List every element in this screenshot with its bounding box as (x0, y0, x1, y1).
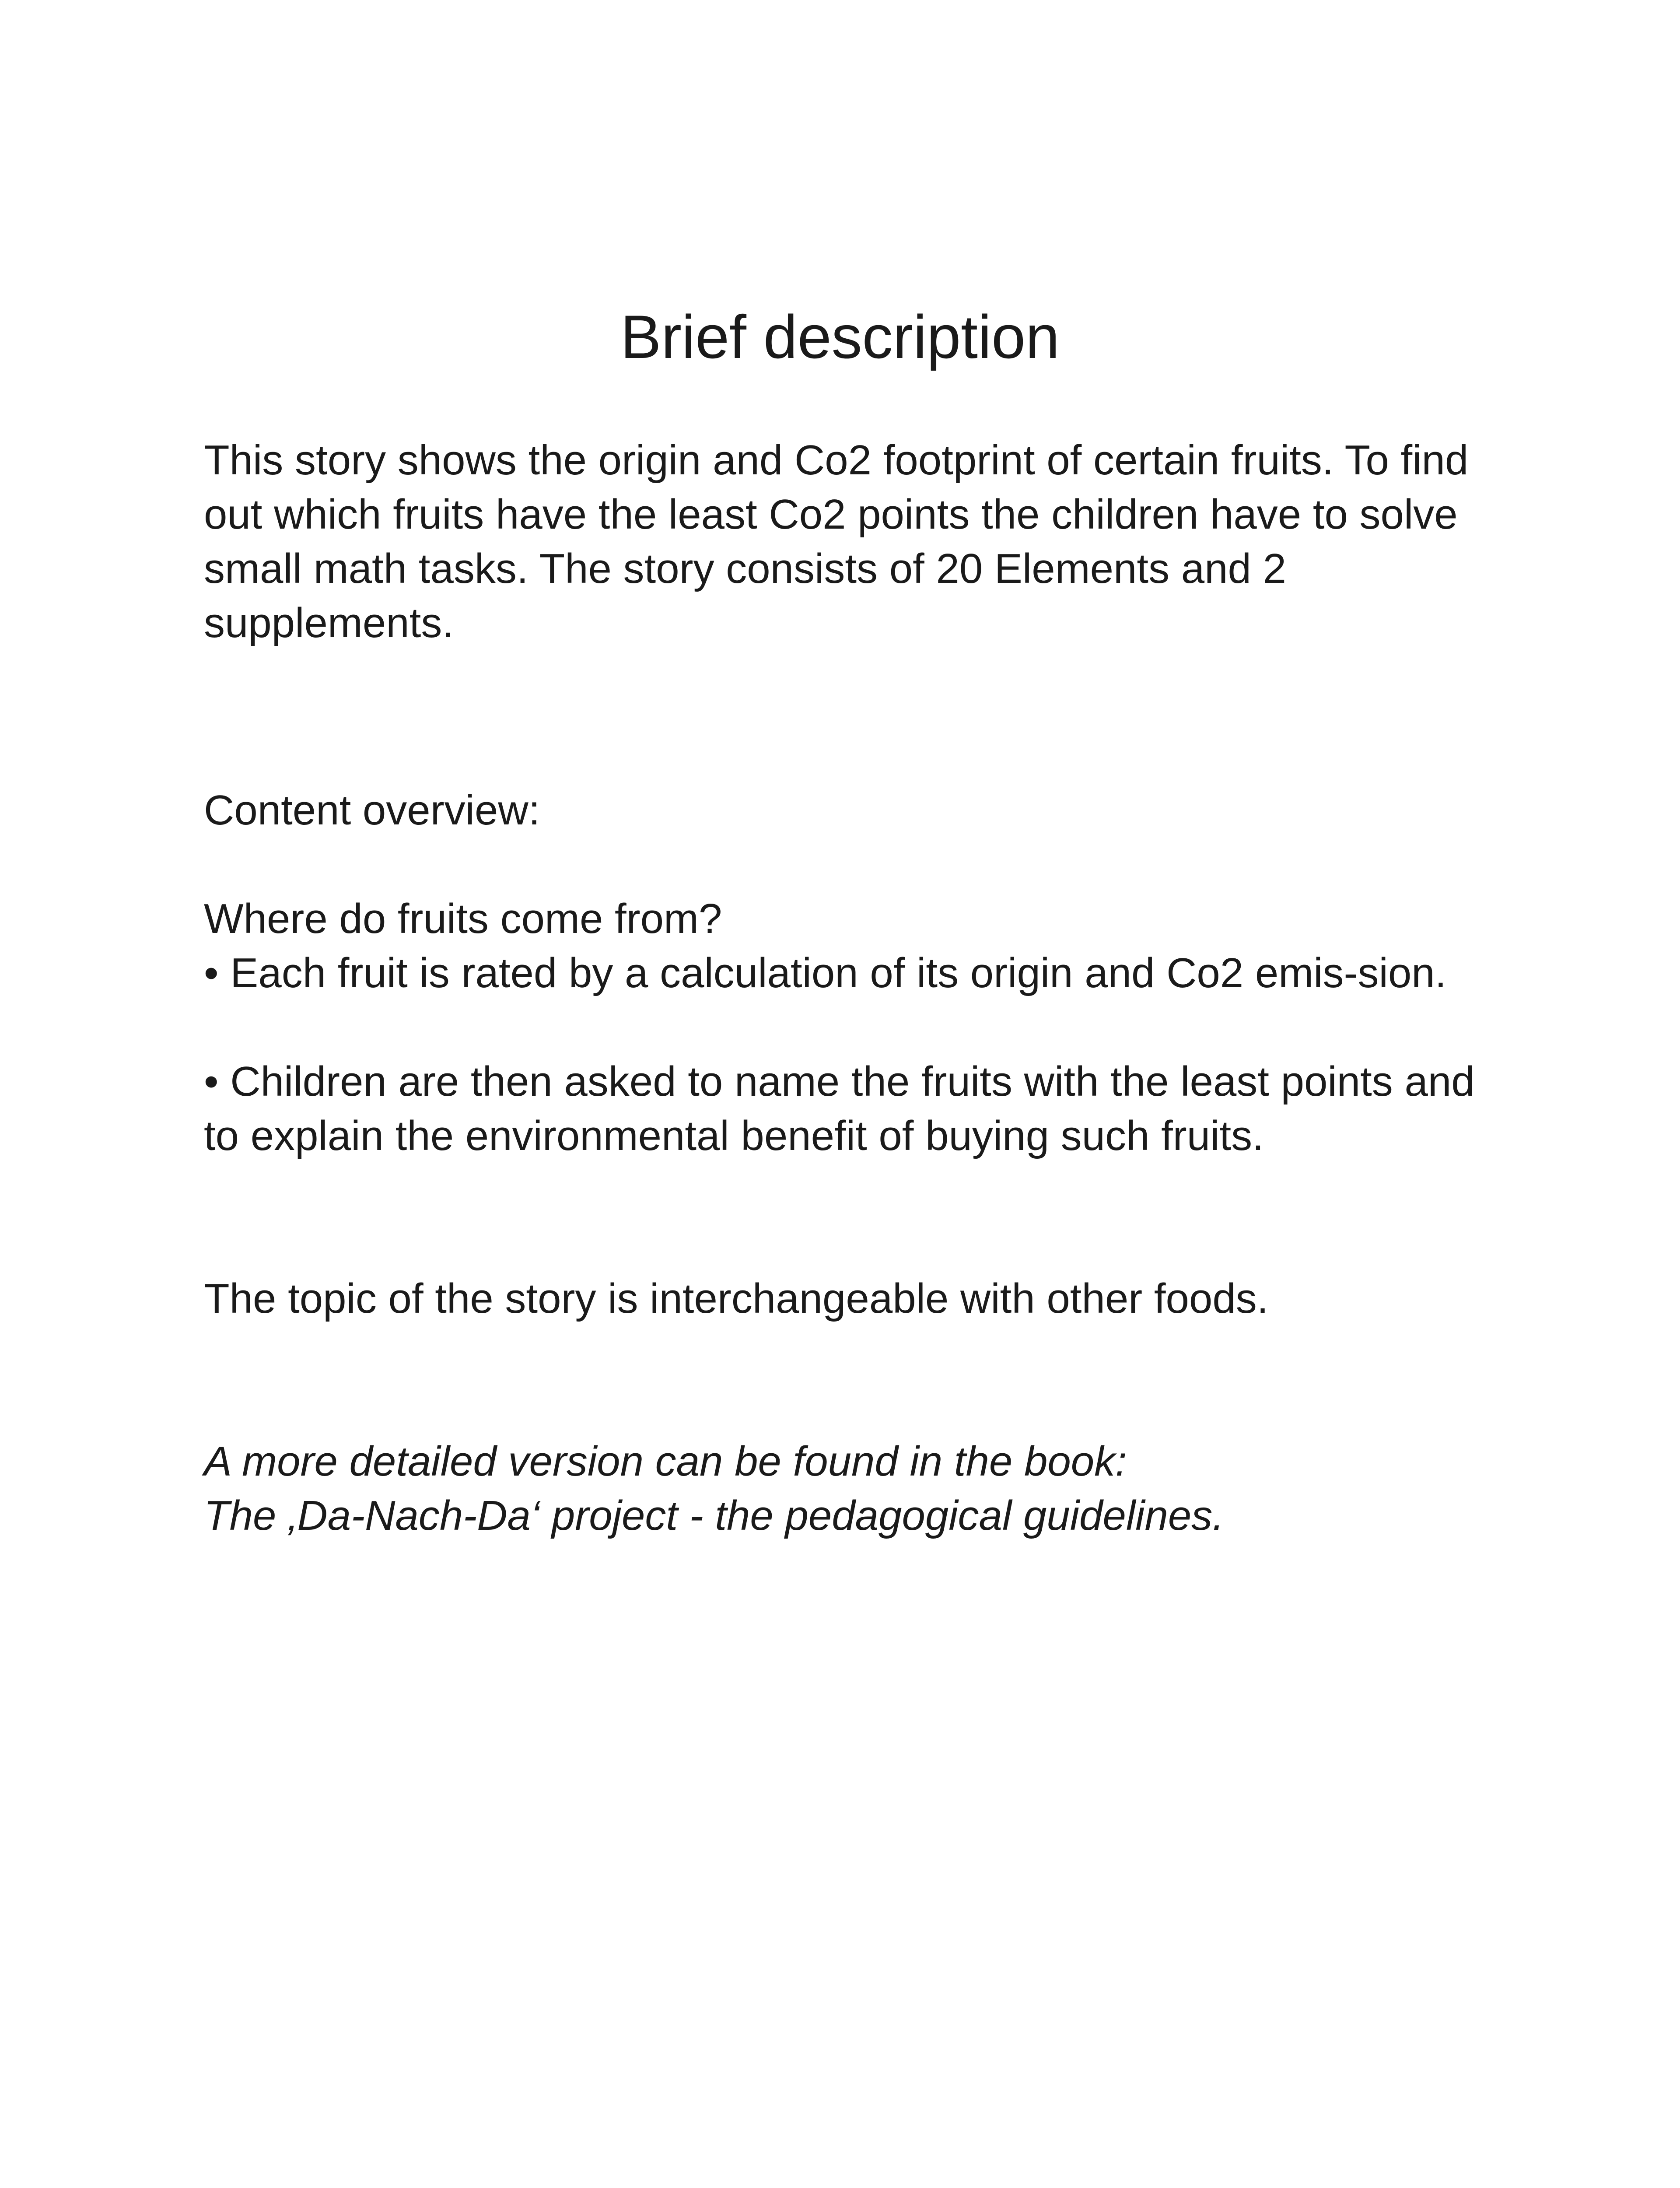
topic-note: The topic of the story is interchangeable with other foods. (204, 1275, 1269, 1322)
reference-line: A more detailed version can be found in the book: (204, 1438, 1127, 1485)
bullet-item: • Children are then asked to name the fruits with the least points and to explain the environmental benefit of buying such fruits. (204, 1058, 1475, 1159)
question-heading: Where do fruits come from? (204, 895, 722, 942)
bullet-item: • Each fruit is rated by a calculation of its origin and Co2 emis-sion. (204, 950, 1447, 996)
page-title: Brief description (620, 302, 1060, 371)
intro-paragraph: This story shows the origin and Co2 footprint of certain fruits. To find out which fruits have the least Co2 points the children have to solve small math tasks. The story consists of 20 Elements and 2 supplements. (204, 437, 1469, 646)
reference-line: The ‚Da-Nach-Da‘ project - the pedagogical guidelines. (204, 1492, 1224, 1539)
page-content (204, 433, 1494, 1543)
content-overview-label: Content overview: (204, 787, 540, 834)
